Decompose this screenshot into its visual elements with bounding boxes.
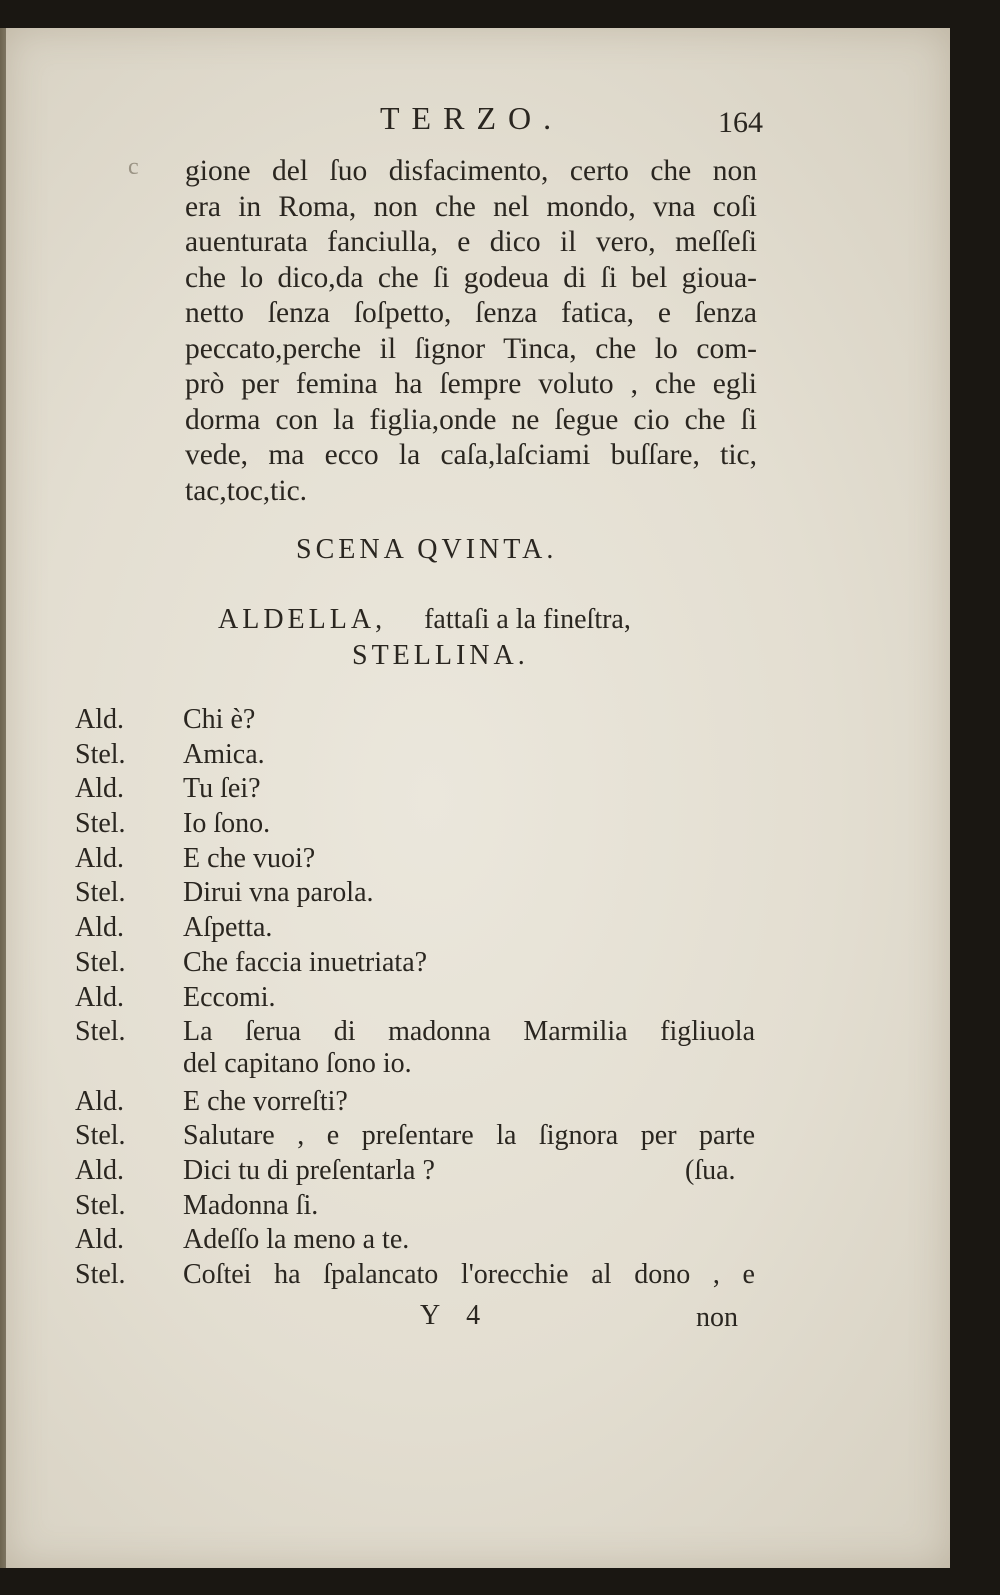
dialogue-row: [75, 1016, 765, 1085]
margin-mark: c: [128, 154, 139, 180]
prose-line: vede, ma ecco la caſa,laſciami buſſare, tic,: [185, 439, 757, 471]
speaker-label: Stel.: [75, 1120, 126, 1152]
speech-line: Io ſono.: [183, 808, 271, 840]
speaker-label: Stel.: [75, 877, 126, 909]
speech-line: del capitano ſono io.: [183, 1048, 412, 1080]
speaker-label: Stel.: [75, 1016, 126, 1048]
speaker-label: Stel.: [75, 1189, 126, 1221]
dialogue-row: [75, 1120, 765, 1155]
dialogue-row: [75, 1259, 765, 1294]
speech-line: Eccomi.: [183, 981, 276, 1013]
dialogue-block: [75, 704, 765, 1294]
running-title: TERZO.: [380, 100, 564, 136]
prose-line: auenturata fanciulla, e dico il vero, meſſeſi: [185, 226, 757, 258]
speaker-label: Ald.: [75, 842, 124, 874]
speech-line: Aſpetta.: [183, 912, 273, 944]
prose-line: tac,toc,tic.: [185, 474, 308, 507]
scene-title: SCENA QVINTA.: [296, 534, 558, 565]
speech-line: E che vorreſti?: [183, 1085, 348, 1117]
speech-line: E che vuoi?: [183, 842, 316, 874]
speech-line: Tu ſei?: [183, 773, 261, 805]
speaker-label: Ald.: [75, 981, 124, 1013]
dialogue-row: [75, 1224, 765, 1259]
speech-line: Chi è?: [183, 704, 256, 735]
dialogue-row: [75, 982, 765, 1017]
stage-direction: fattaſi a la fineſtra,: [424, 604, 631, 635]
dialogue-row: [75, 739, 765, 774]
speaker-label: Stel.: [75, 808, 126, 840]
dialogue-row: [75, 877, 765, 912]
dialogue-row: [75, 1086, 765, 1121]
prose-block: [185, 154, 757, 509]
prose-line: dorma con la figlia,onde ne ſegue cio che ſi: [185, 403, 757, 436]
prose-line: che lo dico,da che ſi godeua di ſi bel gioua-: [185, 261, 757, 294]
speech-line: La ſerua di madonna Marmilia figliuola: [183, 1016, 755, 1048]
prose-line: prò per femina ha ſempre voluto , che egli: [185, 368, 757, 400]
speaker-label: Stel.: [75, 1259, 126, 1291]
speaker-label: Ald.: [75, 704, 124, 735]
speech-line: Adeſſo la meno a te.: [183, 1224, 410, 1256]
speech-tail: (ſua.: [685, 1154, 736, 1186]
speech-line: Coſtei ha ſpalancato l'orecchie al dono , e: [183, 1259, 755, 1291]
speaker-label: Stel.: [75, 738, 126, 770]
dialogue-row: [75, 808, 765, 843]
prose-line: netto ſenza ſoſpetto, ſenza fatica, e ſenza: [185, 297, 757, 329]
prose-line: era in Roma, non che nel mondo, vna coſi: [185, 190, 757, 223]
speech-line: Salutare , e preſentare la ſignora per parte: [183, 1120, 755, 1152]
speaker-label: Ald.: [75, 773, 124, 805]
speech-line: Madonna ſi.: [183, 1189, 319, 1221]
dialogue-row: [75, 773, 765, 808]
dialogue-row: [75, 704, 765, 739]
speaker-label: Ald.: [75, 1085, 124, 1117]
dialogue-row: [75, 1155, 765, 1190]
speaker-label: Ald.: [75, 1224, 124, 1256]
speech-text: [183, 1016, 755, 1080]
prose-line: gione del ſuo disfacimento, certo che non: [185, 155, 757, 187]
prose-line: peccato,perche il ſignor Tinca, che lo com-: [185, 332, 757, 365]
dialogue-row: [75, 843, 765, 878]
speech-line: Amica.: [183, 738, 265, 770]
speaker-label: Ald.: [75, 1154, 124, 1186]
dialogue-row: [75, 912, 765, 947]
speech-line: Che faccia inuetriata?: [183, 946, 428, 978]
character-list-line: [218, 604, 758, 636]
character-name: STELLINA.: [352, 640, 529, 671]
speech-line: Dici tu di preſentarla ?: [183, 1154, 435, 1186]
speech-line: Dirui vna parola.: [183, 877, 374, 909]
signature-mark: Y 4: [420, 1300, 491, 1331]
speaker-label: Stel.: [75, 946, 126, 978]
dialogue-row: [75, 947, 765, 982]
character-name: ALDELLA,: [218, 604, 387, 635]
catchword: non: [696, 1302, 738, 1333]
dialogue-row: [75, 1190, 765, 1225]
speaker-label: Ald.: [75, 912, 124, 944]
page-number: 164: [718, 106, 763, 139]
